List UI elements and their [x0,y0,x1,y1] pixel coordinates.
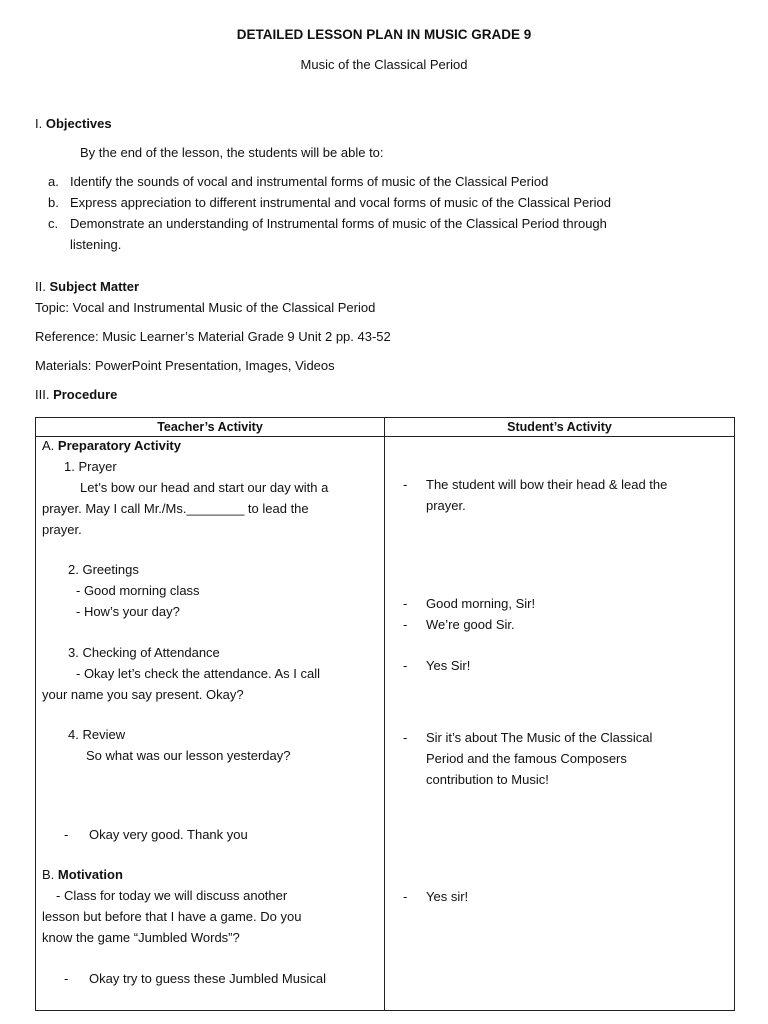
objectives-title: Objectives [45,116,112,131]
attendance-title: 3. Checking of Attendance [68,645,220,660]
procedure-title: Procedure [53,387,118,402]
student-response-2: Good morning, Sir! [426,596,536,611]
subject-matter-heading [35,279,139,294]
objective-a-marker: a. [48,174,59,189]
student-response-4: Yes Sir! [426,658,471,673]
procedure-table [35,417,735,1011]
table-header-row [36,418,735,437]
prayer-title: 1. Prayer [64,459,117,474]
review-line-2: Okay very good. Thank you [89,827,248,842]
section-b-letter: B. [42,867,55,882]
objectives-num: I. [35,116,43,131]
student-response-1-line-1: The student will bow their head & lead the [426,477,668,492]
reference-line: Reference: Music Learner’s Material Grade 9 Unit 2 pp. 43-52 [35,329,391,344]
topic-line: Topic: Vocal and Instrumental Music of the Classical Period [35,300,376,315]
document-title: DETAILED LESSON PLAN IN MUSIC GRADE 9 [236,27,532,42]
document-subtitle: Music of the Classical Period [300,57,468,72]
objective-a-text: Identify the sounds of vocal and instrumental forms of music of the Classical Period [70,174,549,189]
student-activity-cell [385,437,735,1011]
objective-c-text: Demonstrate an understanding of Instrumental forms of music of the Classical Period through [70,216,607,231]
student-response-3: We’re good Sir. [426,617,515,632]
teacher-activity-header: Teacher’s Activity [36,418,385,437]
motivation-line-3: know the game “Jumbled Words”? [42,930,240,945]
table-row [36,437,735,1011]
attendance-line-2: your name you say present. Okay? [42,687,244,702]
section-a-title: Preparatory Activity [57,438,181,453]
objectives-heading [35,116,112,131]
objective-b-marker: b. [48,195,59,210]
objectives-intro: By the end of the lesson, the students will be able to: [80,145,384,160]
student-dash-4: - [403,658,408,673]
student-dash-5: - [403,730,408,745]
review-title: 4. Review [68,727,126,742]
section-a-heading [42,438,181,453]
section-b-heading [42,867,123,882]
student-activity-header: Student’s Activity [385,418,735,437]
subject-matter-title: Subject Matter [49,279,140,294]
section-a-letter: A. [42,438,55,453]
objective-c-continuation: listening. [70,237,122,252]
attendance-line-1: - Okay let’s check the attendance. As I call [76,666,320,681]
motivation-line-1: - Class for today we will discuss another [56,888,288,903]
prayer-line-2: prayer. May I call Mr./Ms.________ to lead the [42,501,309,516]
greetings-line-1: - Good morning class [76,583,200,598]
procedure-heading [35,387,117,402]
review-dash: - [64,827,69,842]
teacher-activity-cell [36,437,385,1011]
materials-line: Materials: PowerPoint Presentation, Images, Videos [35,358,335,373]
student-response-5-line-3: contribution to Music! [426,772,549,787]
student-response-5-line-2: Period and the famous Composers [426,751,627,766]
motivation-dash: - [64,971,69,986]
prayer-line-3: prayer. [42,522,82,537]
subject-matter-num: II. [35,279,46,294]
student-dash-2: - [403,596,408,611]
review-line-1: So what was our lesson yesterday? [86,748,291,763]
prayer-line-1: Let’s bow our head and start our day with a [80,480,329,495]
student-dash-3: - [403,617,408,632]
greetings-line-2: - How’s your day? [76,604,180,619]
greetings-title: 2. Greetings [68,562,139,577]
student-response-1-line-2: prayer. [426,498,466,513]
objective-b-text: Express appreciation to different instrumental and vocal forms of music of the Classical Period [70,195,611,210]
section-b-title: Motivation [57,867,123,882]
student-response-6: Yes sir! [426,889,469,904]
student-dash-1: - [403,477,408,492]
motivation-line-2: lesson but before that I have a game. Do you [42,909,302,924]
student-response-5-line-1: Sir it’s about The Music of the Classical [426,730,653,745]
student-dash-6: - [403,889,408,904]
motivation-line-4: Okay try to guess these Jumbled Musical [89,971,326,986]
objective-c-marker: c. [48,216,59,231]
procedure-num: III. [35,387,50,402]
